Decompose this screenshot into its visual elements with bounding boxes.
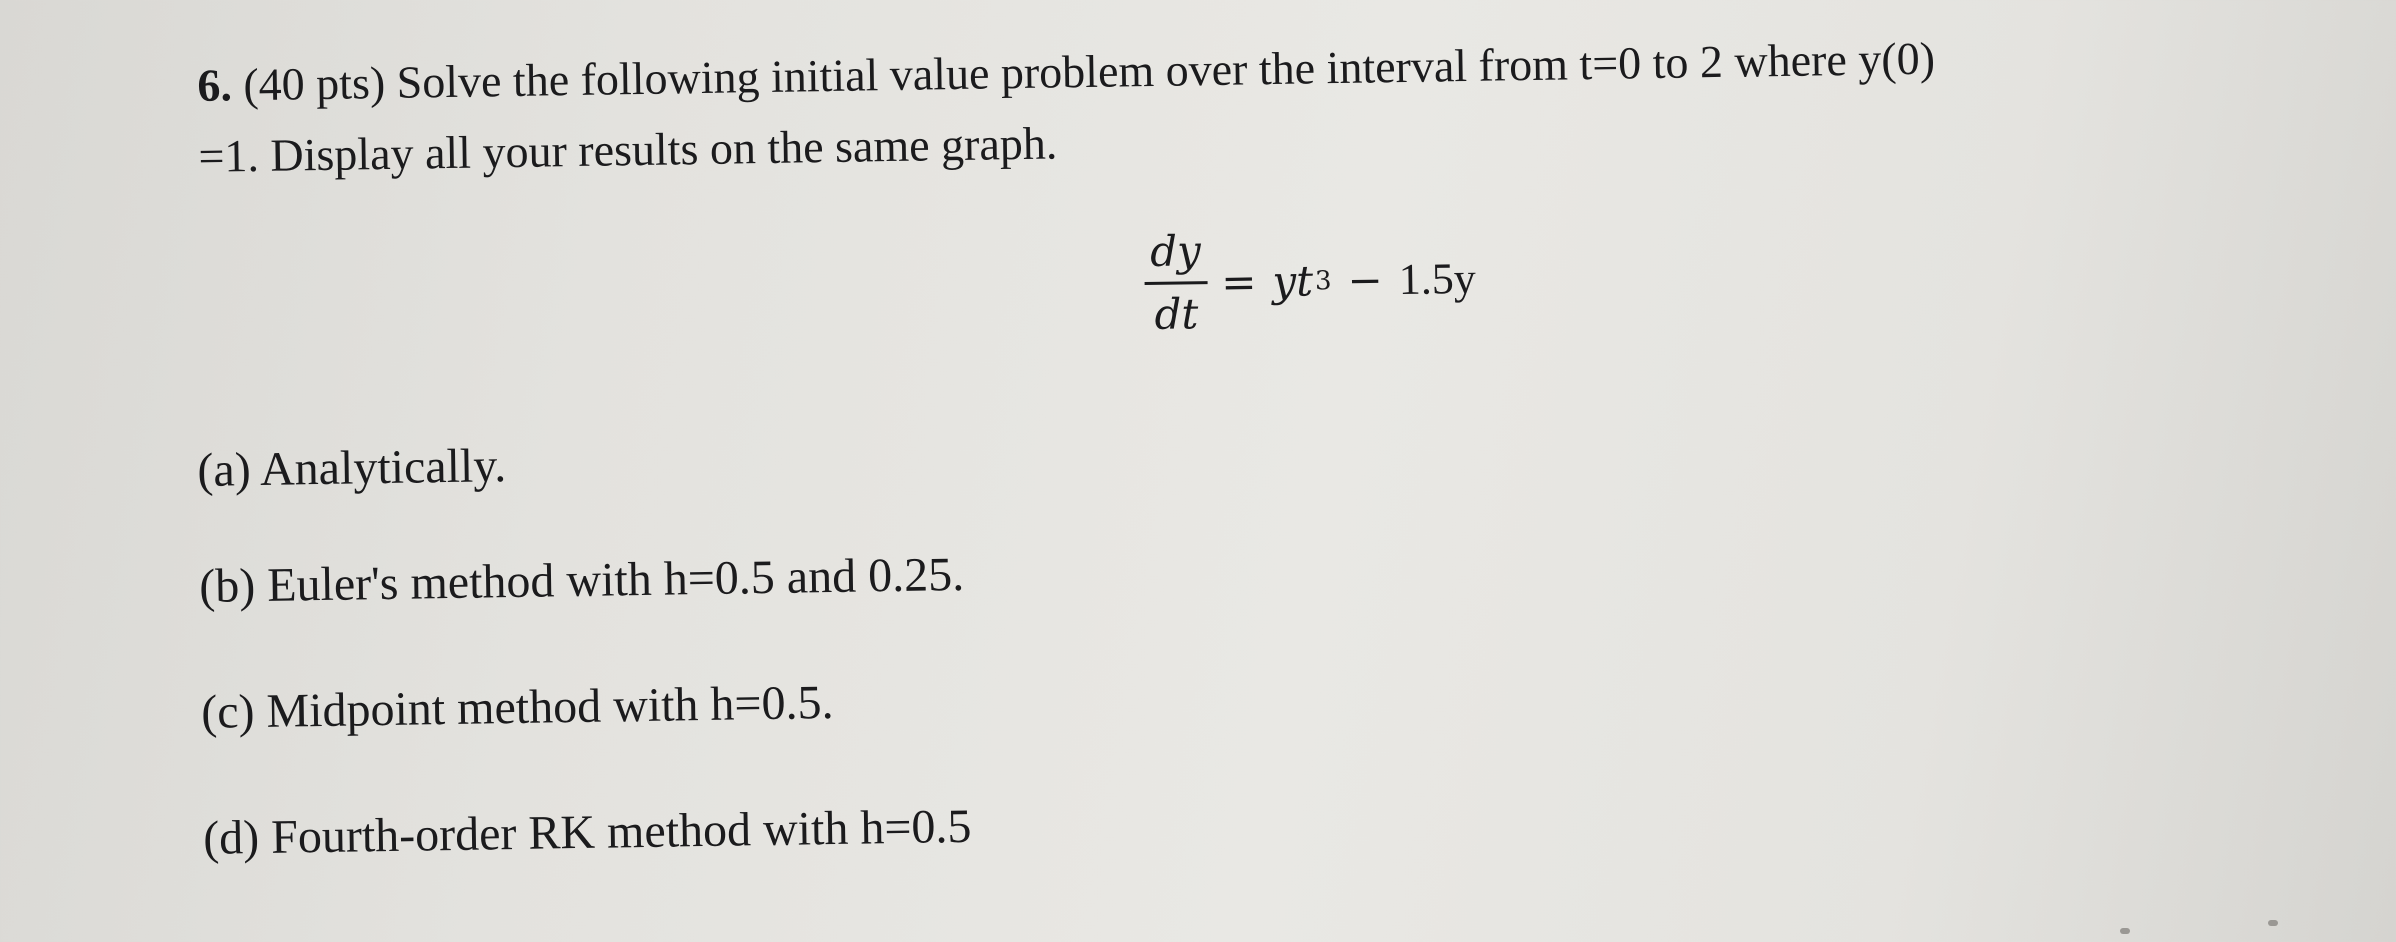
part-c: (c) Midpoint method with h=0.5. (200, 675, 834, 739)
screen-speck (2268, 920, 2278, 926)
minus-sign: − (1347, 255, 1384, 306)
fraction-bar (1145, 281, 1208, 285)
equals-sign: = (1220, 257, 1257, 308)
part-b: (b) Euler's method with h=0.5 and 0.25. (198, 547, 965, 613)
differential-equation (1144, 223, 1477, 340)
part-a: (a) Analytically. (196, 439, 507, 497)
screen-speck (2120, 928, 2130, 934)
linear-term: 1.5y (1398, 254, 1477, 305)
problem-statement-line-2: =1. Display all your results on the same graph. (198, 117, 1058, 182)
fraction-numerator: dy (1149, 226, 1202, 276)
problem-text-line-1: (40 pts) Solve the following initial value problem over the interval from t=0 to 2 where y(0) (231, 32, 1936, 111)
derivative-fraction (1144, 227, 1208, 340)
exponent: 3 (1314, 266, 1332, 297)
y-t-term: yt (1272, 256, 1314, 307)
problem-statement-line-1 (196, 32, 1936, 111)
part-d: (d) Fourth-order RK method with h=0.5 (202, 799, 972, 865)
equation-right-side (1221, 253, 1476, 308)
fraction-denominator: dt (1154, 289, 1199, 340)
problem-number: 6. (196, 59, 233, 111)
